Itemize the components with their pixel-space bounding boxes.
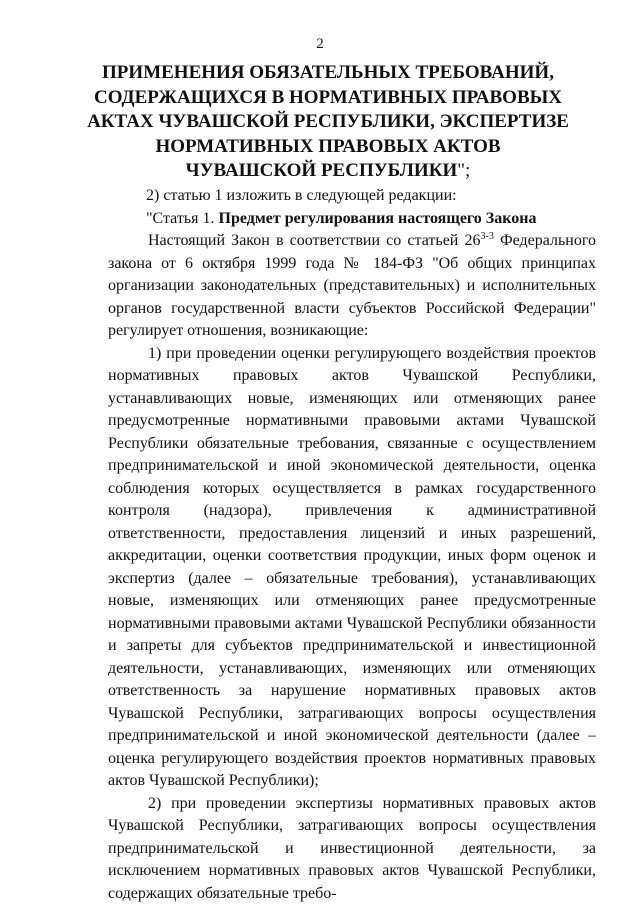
paragraph-item-2: 2) при проведении экспертизы нормативных правовых актов Чувашской Республики, затрагивающих вопросы осуществления предпринимательской и инвестиционной деятельности, за исключением нормативных правовых актов Чувашской Республики, содержащих обязательные требо- — [108, 794, 596, 902]
title-line-4: НОРМАТИВНЫХ ПРАВОВЫХ АКТОВ — [155, 135, 501, 157]
p1-text-start: Настоящий Закон в соответствии со статьей 26 — [148, 232, 481, 249]
article-superscript: 3-3 — [480, 231, 494, 242]
title-line-2: СОДЕРЖАЩИХСЯ В НОРМАТИВНЫХ ПРАВОВЫХ — [94, 86, 562, 108]
p1-text-end: Федерального закона от 6 октября 1999 года № 184-ФЗ "Об общих принципах организации законодательных (представительных) и исполнительных органов государственной власти субъектов Российской Федерации" регулирует отношения, возникающие: — [108, 232, 597, 339]
title-closing-quote: "; — [457, 160, 471, 182]
page-number: 2 — [316, 36, 324, 52]
title-line-5 — [60, 159, 596, 184]
article-heading — [108, 208, 596, 231]
item2-intro: 2) статью 1 изложить в следующей редакции: — [146, 187, 457, 204]
article-title: Предмет регулирования настоящего Закона — [218, 209, 537, 227]
article-prefix: "Статья 1. — [146, 209, 215, 227]
paragraph-item-1: 1) при проведении оценки регулирующего воздействия проектов нормативных правовых актов Чувашской Республики, устанавливающих новые, изменяющих или отменяющих ранее предусмотренные нормативными правовыми актами Чувашской Республики обязательные требования, связанные с осуществлением предпринимательской и иной экономической деятельности, оценка соблюдения которых осуществляется в рамках государственного контроля (надзора), привлечения к административной ответственности, предоставления лицензий и иных разрешений, аккредитации, оценки соответствия продукции, иных форм оценок и экспертиз (далее – обязательные требования), устанавливающих новые, изменяющих или отменяющих ранее предусмотренные нормативными правовыми актами Чувашской Республики обязанности и запреты для субъектов предпринимательской и инвестиционной деятельности, устанавливающих, изменяющих или отменяющих ответственность за нарушение нормативных правовых актов Чувашской Республики, затрагивающих вопросы осуществления предпринимательской и иной экономической деятельности (далее – оценка регулирующего воздействия проектов нормативных правовых актов Чувашской Республики); — [108, 344, 596, 789]
title-last-line: ЧУВАШСКОЙ РЕСПУБЛИКИ — [185, 160, 458, 182]
document-title — [60, 61, 596, 184]
title-line-3: АКТАХ ЧУВАШСКОЙ РЕСПУБЛИКИ, ЭКСПЕРТИЗЕ — [87, 111, 569, 133]
paragraph-intro — [108, 230, 596, 343]
title-line-1: ПРИМЕНЕНИЯ ОБЯЗАТЕЛЬНЫХ ТРЕБОВАНИЙ, — [102, 62, 554, 83]
document-body — [108, 185, 596, 905]
